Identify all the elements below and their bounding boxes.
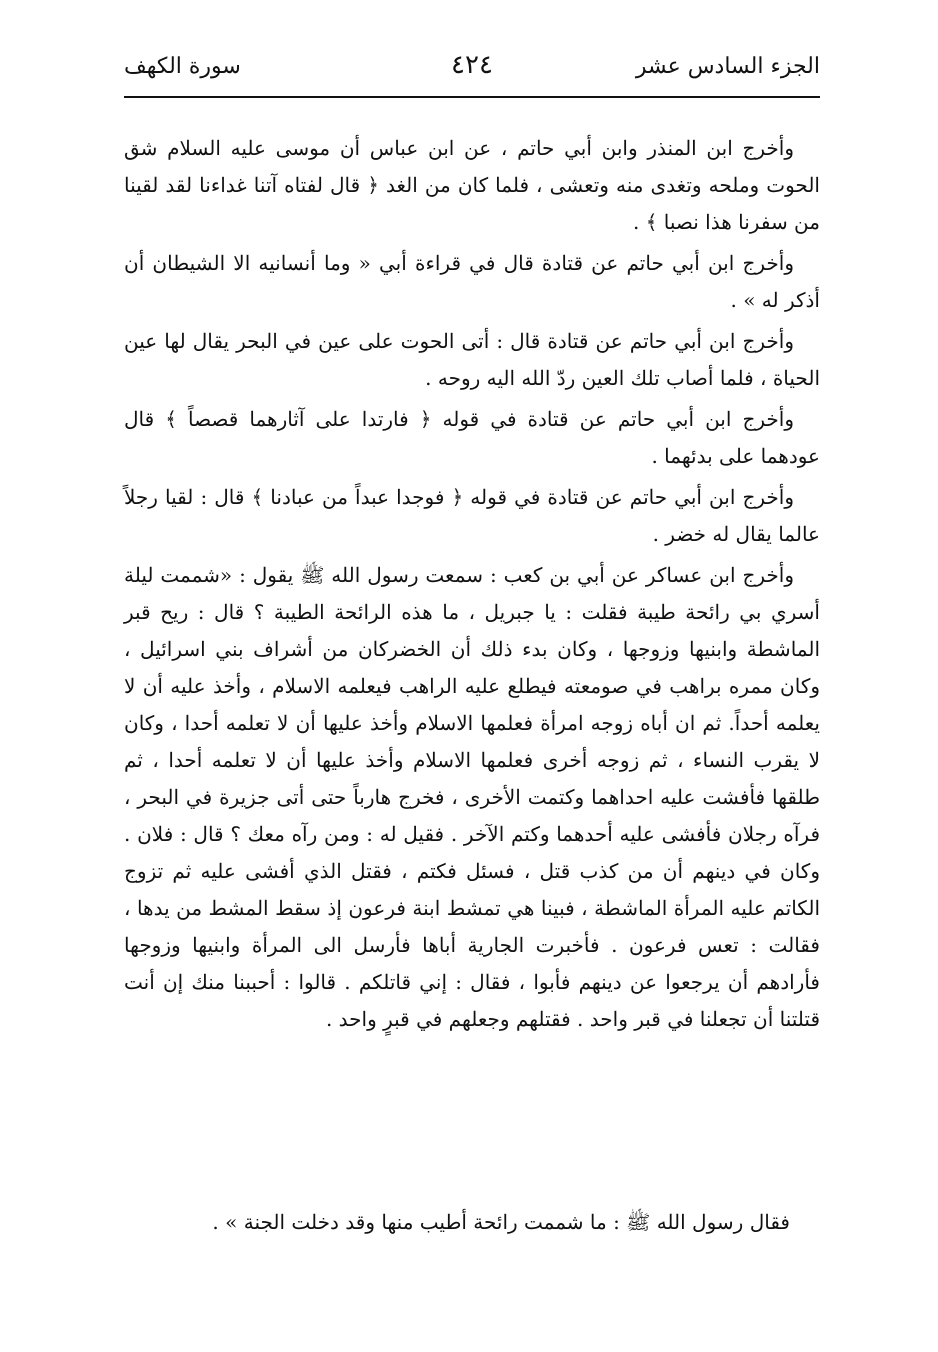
closing-line: فقال رسول الله ﷺ : ما شممت رائحة أطيب منها وقد دخلت الجنة » . (212, 1210, 790, 1234)
part-title: الجزء السادس عشر (635, 54, 820, 79)
surah-title: سورة الكهف (124, 54, 241, 79)
page-number: ٤٢٤ (451, 50, 493, 80)
paragraph-3: وأخرج ابن أبي حاتم عن قتادة قال : أتى الحوت على عين في البحر يقال لها عين الحياة ، فلما أصاب تلك العين ردّ الله اليه روحه . (124, 329, 820, 390)
paragraph-2: وأخرج ابن أبي حاتم عن قتادة قال في قراءة أبي « وما أنسانيه الا الشيطان أن أذكر له » . (124, 251, 820, 312)
paragraph-5: وأخرج ابن أبي حاتم عن قتادة في قوله ﴿ فوجدا عبداً من عبادنا ﴾ قال : لقيا رجلاً عالما يقال له خضر . (124, 485, 820, 546)
page-header (124, 48, 820, 90)
paragraph-1: وأخرج ابن المنذر وابن أبي حاتم ، عن ابن عباس أن موسى عليه السلام شق الحوت وملحه وتغدى منه وتعشى ، فلما كان من الغد ﴿ قال لفتاه آتنا غداءنا لقد لقينا من سفرنا هذا نصبا ﴾ . (124, 136, 820, 234)
body-text (124, 130, 820, 1042)
paragraph-4: وأخرج ابن أبي حاتم عن قتادة في قوله ﴿ فارتدا على آثارهما قصصاً ﴾ قال عودهما على بدئهما . (124, 407, 820, 468)
header-rule (124, 96, 820, 98)
paragraph-6: وأخرج ابن عساكر عن أبي بن كعب : سمعت رسول الله ﷺ يقول : «شممت ليلة أسري بي رائحة طيبة فقلت : يا جبريل ، ما هذه الرائحة الطيبة ؟ قال : ريح قبر الماشطة وابنيها وزوجها ، وكان بدء ذلك أن الخضركان من أشراف بني اسرائيل ، وكان ممره براهب في صومعته فيطلع عليه الراهب فيعلمه الاسلام ، وأخذ عليه أن لا يعلمه أحداً. ثم ان أباه زوجه امرأة فعلمها الاسلام وأخذ عليها أن لا تعلمه أحدا ، وكان لا يقرب النساء ، ثم زوجه أخرى فعلمها الاسلام وأخذ عليها أن لا تعلمه أحدا ، ثم طلقها فأفشت عليه احداهما وكتمت الأخرى ، فخرج هارباً حتى أتى جزيرة في البحر ، فرآه رجلان فأفشى عليه أحدهما وكتم الآخر . فقيل له : ومن رآه معك ؟ قال : فلان . وكان في دينهم أن من كذب قتل ، فسئل فكتم ، فقتل الذي أفشى عليه ثم تزوج الكاتم عليه المرأة الماشطة ، فبينا هي تمشط ابنة فرعون إذ سقط المشط من يدها ، فقالت : تعس فرعون . فأخبرت الجارية أباها فأرسل الى المرأة وابنيها وزوجها فأرادهم أن يرجعوا عن دينهم فأبوا ، فقال : إني قاتلكم . قالوا : أحببنا منك إن أنت قتلتنا أن تجعلنا في قبر واحد . فقتلهم وجعلهم في قبرٍ واحد . (124, 563, 821, 1031)
